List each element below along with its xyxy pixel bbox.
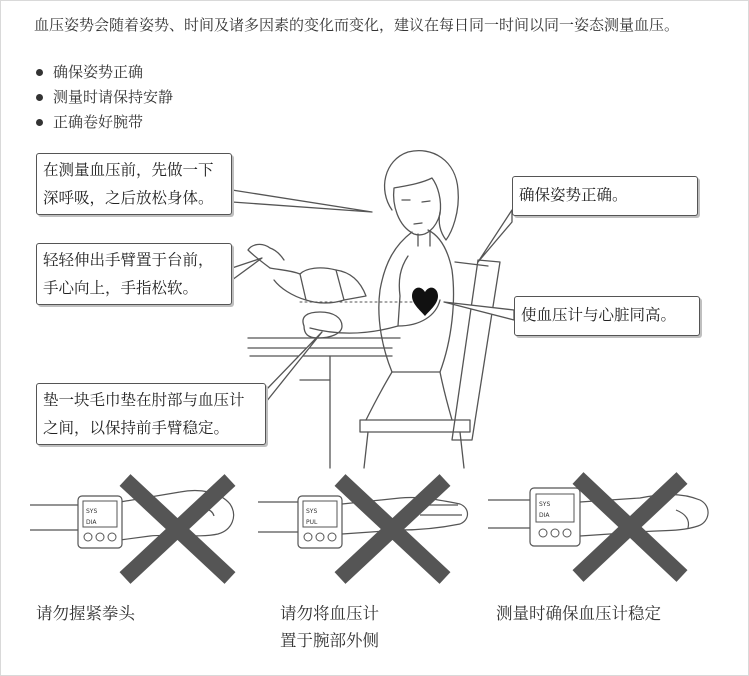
wrong-example-fist [30, 480, 234, 578]
cross-icon [578, 478, 682, 576]
wrong-example-outside [258, 480, 468, 578]
caption-outside: 请勿将血压计 置于腕部外侧 [280, 604, 379, 650]
callout-breathe: 在测量血压前，先做一下 深呼吸，之后放松身体。 [36, 153, 232, 215]
bullet-item: 确保姿势正确 [36, 60, 173, 85]
wrong-example-unstable [488, 478, 708, 576]
caption-fist: 请勿握紧拳头 [36, 604, 135, 623]
svg-text:SYS: SYS [539, 501, 551, 508]
svg-text:SYS: SYS [86, 508, 98, 515]
svg-text:DIA: DIA [86, 519, 97, 526]
callout-arm: 轻轻伸出手臂置于台前， 手心向上，手指松软。 [36, 243, 232, 305]
svg-text:PUL: PUL [306, 519, 318, 526]
callout-heart: 使血压计与心脏同高。 [514, 296, 700, 336]
bullet-item: 正确卷好腕带 [36, 110, 173, 135]
callout-posture: 确保姿势正确。 [512, 176, 698, 216]
intro-paragraph: 血压姿势会随着姿势、时间及诸多因素的变化而变化，建议在每日同一时间以同一姿态测量血压。 [34, 16, 680, 34]
callout-towel: 垫一块毛巾垫在肘部与血压计 之间，以保持前手臂稳定。 [36, 383, 266, 445]
svg-text:SYS: SYS [306, 508, 318, 515]
bullet-item: 测量时请保持安静 [36, 85, 173, 110]
svg-text:DIA: DIA [539, 512, 550, 519]
caption-unstable: 测量时确保血压计稳定 [496, 604, 661, 623]
cross-icon [125, 480, 230, 578]
